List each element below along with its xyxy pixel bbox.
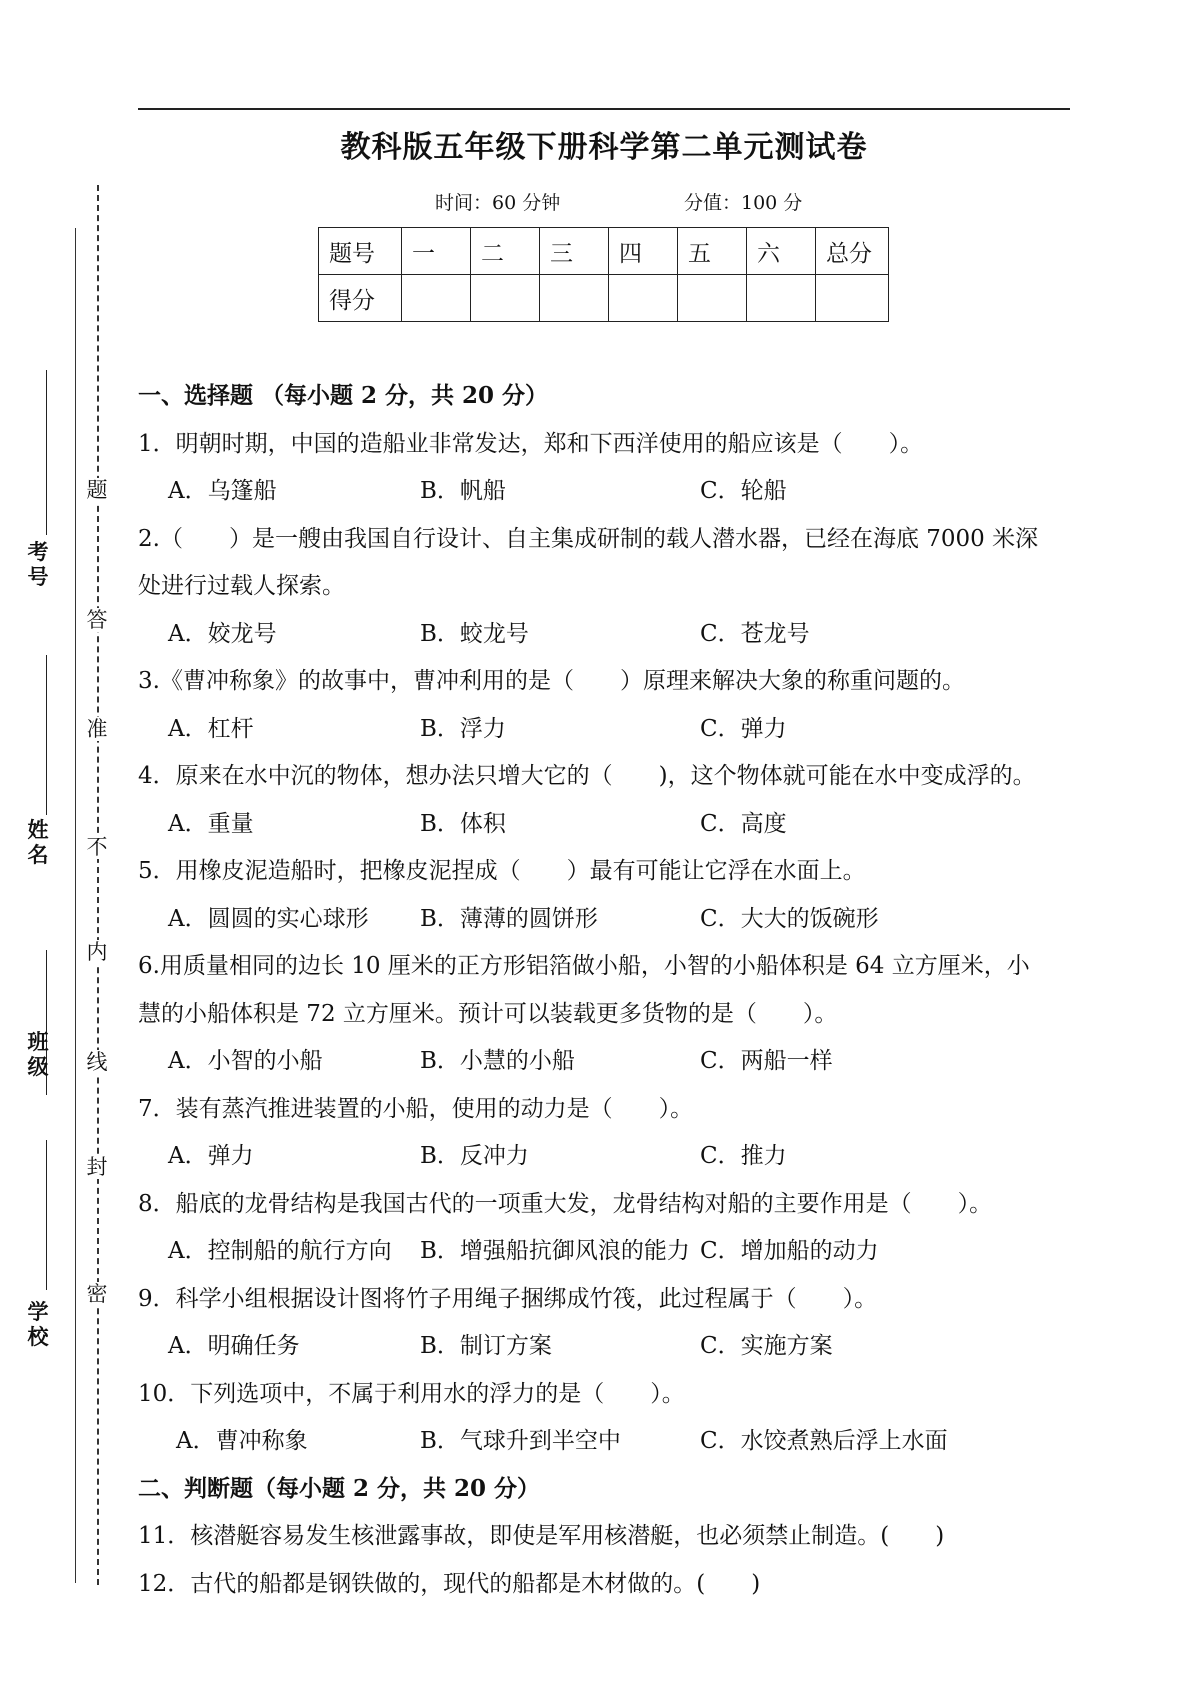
option: B．制订方案 <box>420 1333 552 1359</box>
question-text: 8．船底的龙骨结构是我国古代的一项重大发，龙骨结构对船的主要作用是（ ）。 <box>138 1191 993 1217</box>
exam-time: 时间：60 分钟 <box>435 192 561 214</box>
question-text: 10．下列选项中，不属于利用水的浮力的是（ ）。 <box>138 1381 685 1407</box>
name-label: 姓名 <box>27 818 49 867</box>
score-table-header-cell: 总分 <box>816 228 889 275</box>
option: B．蛟龙号 <box>420 621 529 647</box>
question-text: 6.用质量相同的边长 10 厘米的正方形铝箔做小船，小智的小船体积是 64 立方厘米，小 <box>138 953 1030 979</box>
top-rule <box>138 108 1070 110</box>
option: C．水饺煮熟后浮上水面 <box>700 1428 948 1454</box>
option: A．小智的小船 <box>168 1048 323 1074</box>
option: A．重量 <box>168 811 254 837</box>
score-cell <box>471 275 540 322</box>
school-label: 学校 <box>27 1300 49 1349</box>
score-table-header-cell: 六 <box>747 228 816 275</box>
score-cell <box>678 275 747 322</box>
option: C．两船一样 <box>700 1048 833 1074</box>
seal-char: 密 <box>86 1282 108 1306</box>
seal-char: 答 <box>86 608 108 632</box>
option: B．小慧的小船 <box>420 1048 575 1074</box>
question-text: 9．科学小组根据设计图将竹子用绳子捆绑成竹筏，此过程属于（ ）。 <box>138 1286 878 1312</box>
section-heading: 二、判断题（每小题 2 分，共 20 分） <box>138 1475 541 1502</box>
score-table-header-row <box>319 228 889 275</box>
judge-item: 11．核潜艇容易发生核泄露事故，即使是军用核潜艇，也必须禁止制造。( ) <box>138 1523 945 1549</box>
seal-char: 封 <box>86 1155 108 1179</box>
option: A．控制船的航行方向 <box>168 1238 392 1264</box>
option: A．曹冲称象 <box>176 1428 308 1454</box>
question-text: 1．明朝时期，中国的造船业非常发达，郑和下西洋使用的船应该是（ ）。 <box>138 431 924 457</box>
score-table <box>318 227 889 322</box>
margin-rule <box>75 228 76 1583</box>
exam-number-line <box>46 370 47 535</box>
class-label: 班级 <box>27 1030 49 1079</box>
score-table-header-cell: 五 <box>678 228 747 275</box>
question-text: 7．装有蒸汽推进装置的小船，使用的动力是（ ）。 <box>138 1096 694 1122</box>
score-table-header-cell: 题号 <box>319 228 402 275</box>
option: C．实施方案 <box>700 1333 833 1359</box>
score-table-header-cell: 一 <box>402 228 471 275</box>
school-line <box>46 1140 47 1290</box>
name-line <box>46 655 47 815</box>
question-text: 4．原来在水中沉的物体，想办法只增大它的（ )，这个物体就可能在水中变成浮的。 <box>138 763 1036 789</box>
score-cell <box>747 275 816 322</box>
option: A．圆圆的实心球形 <box>168 906 369 932</box>
judge-item: 12．古代的船都是钢铁做的，现代的船都是木材做的。( ) <box>138 1571 761 1597</box>
option: B．反冲力 <box>420 1143 529 1169</box>
option: B．薄薄的圆饼形 <box>420 906 598 932</box>
option: C．大大的饭碗形 <box>700 906 879 932</box>
page-title: 教科版五年级下册科学第二单元测试卷 <box>340 130 868 165</box>
section-heading: 一、选择题 （每小题 2 分，共 20 分） <box>138 382 549 409</box>
option: C．轮船 <box>700 478 787 504</box>
option: A．弹力 <box>168 1143 254 1169</box>
option: C．推力 <box>700 1143 787 1169</box>
score-table-score-row <box>319 275 889 322</box>
score-table-header-cell: 三 <box>540 228 609 275</box>
option: B．气球升到半空中 <box>420 1428 621 1454</box>
seal-char: 题 <box>86 478 108 502</box>
seal-char: 内 <box>86 940 108 964</box>
option: B．增强船抗御风浪的能力 <box>420 1238 690 1264</box>
option: A．明确任务 <box>168 1333 300 1359</box>
option: A．杠杆 <box>168 716 254 742</box>
question-text: 5．用橡皮泥造船时，把橡皮泥捏成（ ）最有可能让它浮在水面上。 <box>138 858 866 884</box>
question-text: 慧的小船体积是 72 立方厘米。预计可以装载更多货物的是（ ）。 <box>138 1001 838 1027</box>
seal-char: 准 <box>86 717 108 741</box>
option: C．增加船的动力 <box>700 1238 879 1264</box>
option: B．体积 <box>420 811 506 837</box>
score-table-header-cell: 四 <box>609 228 678 275</box>
question-text: 处进行过载人探索。 <box>138 573 345 599</box>
score-cell <box>402 275 471 322</box>
option: B．帆船 <box>420 478 506 504</box>
question-text: 2.（ ）是一艘由我国自行设计、自主集成研制的载人潜水器，已经在海底 7000 米深 <box>138 526 1039 552</box>
seal-char: 不 <box>86 835 108 859</box>
exam-score: 分值：100 分 <box>684 192 803 214</box>
score-cell <box>816 275 889 322</box>
option: A．乌篷船 <box>168 478 277 504</box>
seal-char: 线 <box>86 1050 108 1074</box>
score-cell <box>540 275 609 322</box>
score-table-header-cell: 二 <box>471 228 540 275</box>
option: C．高度 <box>700 811 787 837</box>
question-text: 3.《曹冲称象》的故事中，曹冲利用的是（ ）原理来解决大象的称重问题的。 <box>138 668 965 694</box>
seal-dashed-line <box>97 185 99 1585</box>
option: C．苍龙号 <box>700 621 810 647</box>
score-cell <box>609 275 678 322</box>
score-row-label: 得分 <box>319 275 402 322</box>
exam-number-label: 考号 <box>27 540 49 589</box>
option: A．姣龙号 <box>168 621 277 647</box>
option: B．浮力 <box>420 716 506 742</box>
option: C．弹力 <box>700 716 787 742</box>
